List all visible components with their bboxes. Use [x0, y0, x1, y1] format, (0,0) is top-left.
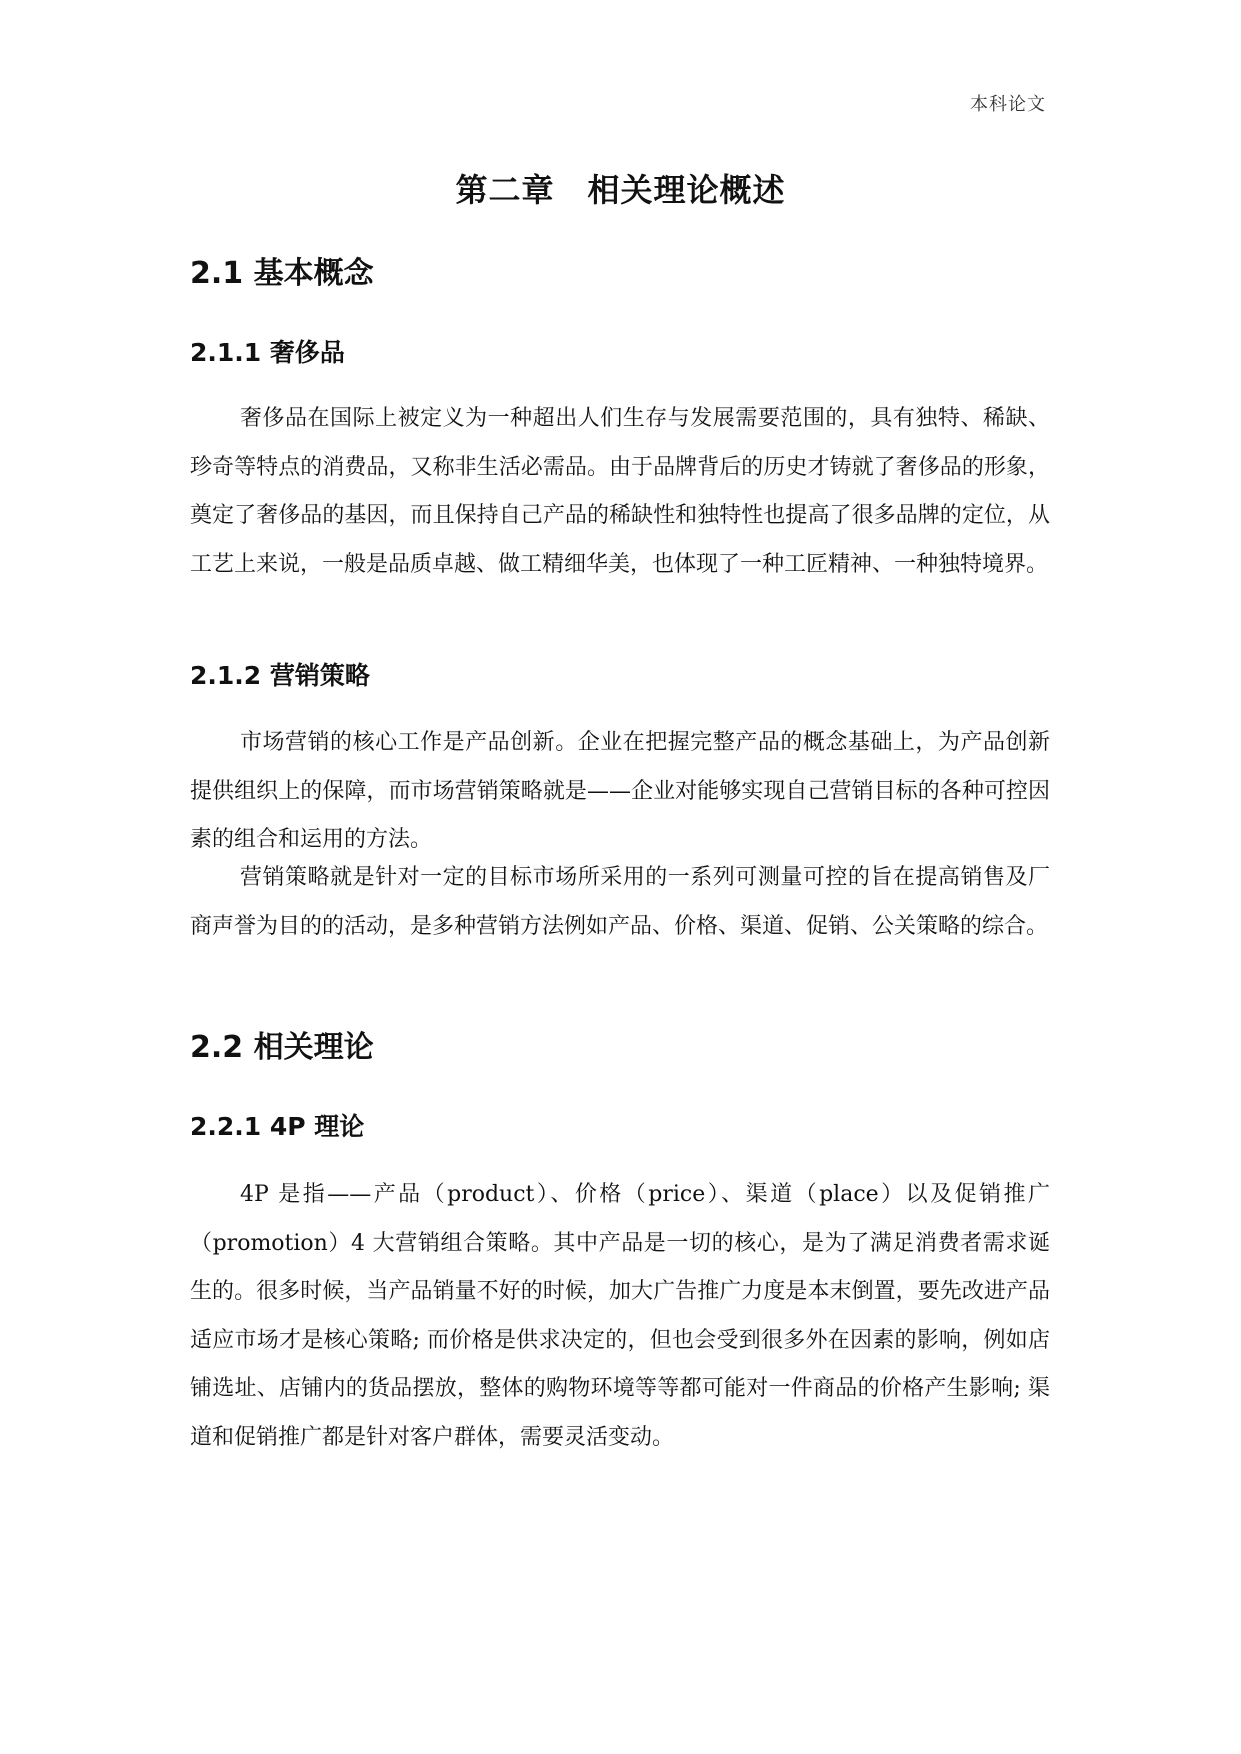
- paragraph-luxury-definition: 奢侈品在国际上被定义为一种超出人们生存与发展需要范围的，具有独特、稀缺、珍奇等特点的消费品，又称非生活必需品。由于品牌背后的历史才铸就了奢侈品的形象，奠定了奢侈品的基因，而且保持自己产品的稀缺性和独特性也提高了很多品牌的定位，从工艺上来说，一般是品质卓越、做工精细华美，也体现了一种工匠精神、一种独特境界。: [190, 406, 1050, 577]
- subsection-heading-2-1-2: 2.1.2 营销策略: [190, 661, 370, 690]
- paragraph-4p-theory: 4P 是指——产品（product）、价格（price）、渠道（place）以及促销推广（promotion）4 大营销组合策略。其中产品是一切的核心，是为了满足消费者需求诞生的。很多时候，当产品销量不好的时候，加大广告推广力度是本末倒置，要先改进产品适应市场才是核心策略; 而价格是供求决定的，但也会受到很多外在因素的影响，例如店铺选址、店铺内的货品摆放，整体的购物环境等等都可能对一件商品的价格产生影响; 渠道和促销推广都是针对客户群体，需要灵活变动。: [190, 1182, 1050, 1450]
- subsection-heading-2-1-1: 2.1.1 奢侈品: [190, 338, 345, 367]
- section-heading-2-2: 2.2 相关理论: [190, 1030, 374, 1065]
- running-header: 本科论文: [970, 94, 1046, 115]
- section-heading-2-1: 2.1 基本概念: [190, 256, 374, 291]
- subsection-heading-2-2-1: 2.2.1 4P 理论: [190, 1112, 365, 1141]
- paragraph-marketing-strategy: 营销策略就是针对一定的目标市场所采用的一系列可测量可控的旨在提高销售及厂商声誉为目的的活动，是多种营销方法例如产品、价格、渠道、促销、公关策略的综合。: [190, 865, 1050, 939]
- paragraph-marketing-core: 市场营销的核心工作是产品创新。企业在把握完整产品的概念基础上，为产品创新提供组织上的保障，而市场营销策略就是——企业对能够实现自己营销目标的各种可控因素的组合和运用的方法。: [190, 730, 1050, 852]
- chapter-title: 第二章 相关理论概述: [455, 171, 786, 209]
